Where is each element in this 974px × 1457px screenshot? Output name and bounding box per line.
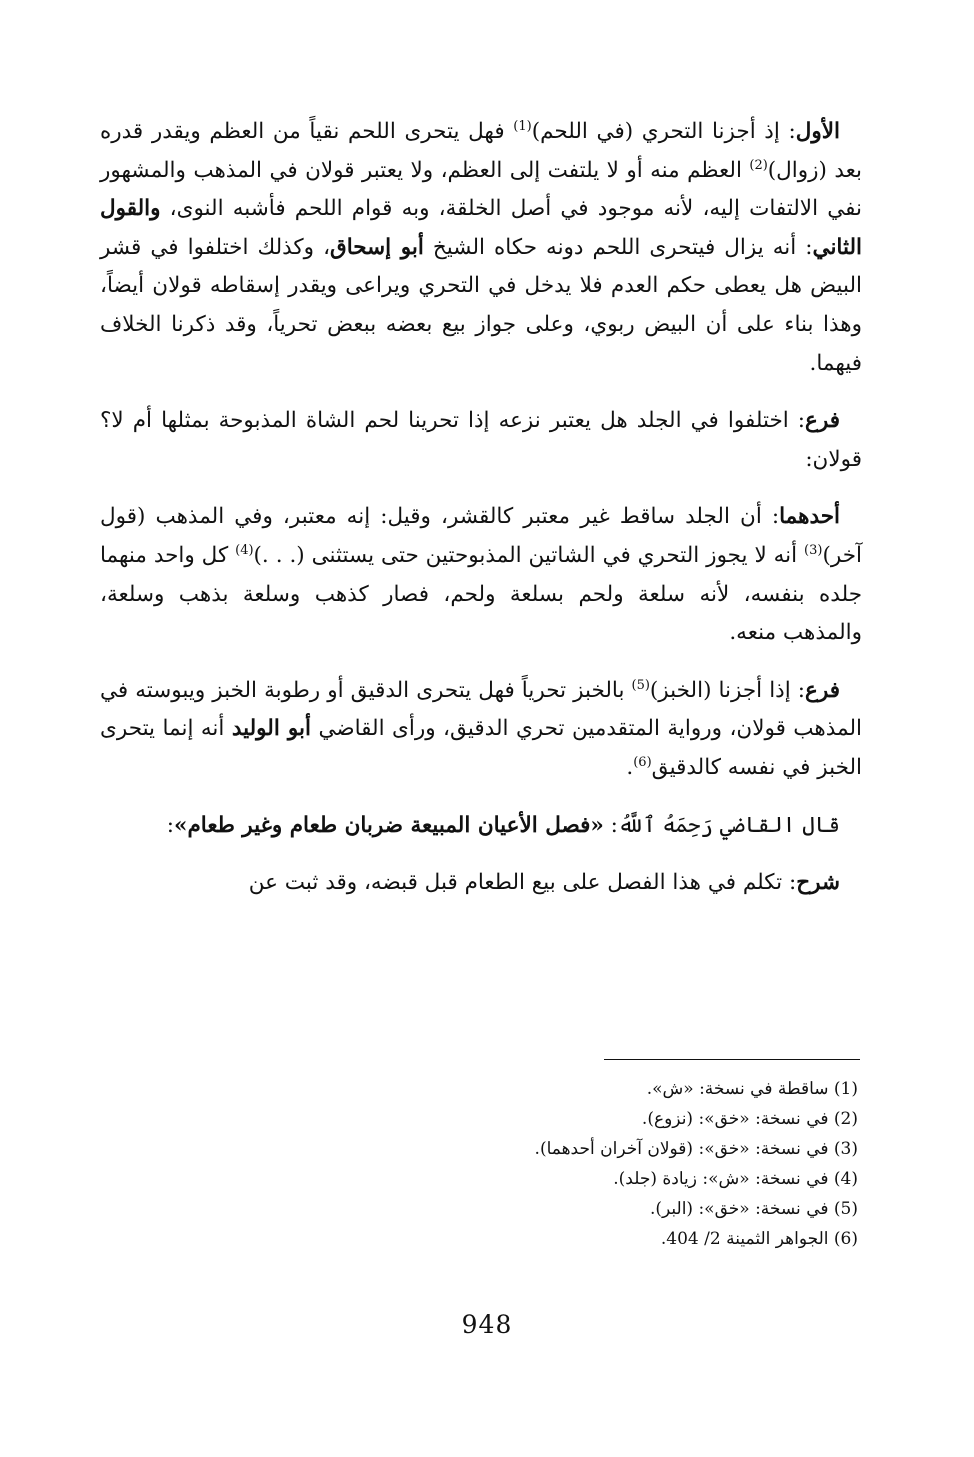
footnote-ref-4[interactable]: (4) xyxy=(235,542,254,558)
footnote-3: (3) في نسخة: «خق»: (قولان آخران أحدهما). xyxy=(534,1139,858,1159)
footnote-2: (2) في نسخة: «خق»: (نزوع). xyxy=(641,1109,858,1129)
term-branch: فرع xyxy=(805,677,841,703)
footnote-5: (5) في نسخة: «خق»: (البر). xyxy=(649,1199,858,1219)
footnote-separator xyxy=(604,1059,860,1060)
paragraph-judge-quote: قال القاضي رَحِمَهُ ٱللَّهُ: «فصل الأعيان المبيعة ضربان طعام وغير طعام»: xyxy=(166,812,840,838)
footnote-ref-5[interactable]: (5) xyxy=(631,677,650,693)
name-abu-al-walid: أبو الوليد xyxy=(231,716,311,742)
footnotes-list xyxy=(100,1074,862,1254)
footnote-ref-1[interactable]: (1) xyxy=(513,118,532,134)
footnote-ref-2[interactable]: (2) xyxy=(749,157,768,173)
paragraph-commentary: شرح: تكلم في هذا الفصل على بيع الطعام قبل قبضه، وقد ثبت عن xyxy=(248,870,840,896)
page-number: 948 xyxy=(461,1310,513,1339)
term-first: الأول xyxy=(795,119,840,144)
term-branch: فرع xyxy=(805,408,840,434)
footnote-4: (4) في نسخة: «ش»: زيادة (جلد). xyxy=(613,1169,858,1189)
main-text xyxy=(100,113,862,922)
footnote-ref-6[interactable]: (6) xyxy=(633,754,652,770)
footnote-6: (6) الجواهر الثمينة 2/ 404. xyxy=(660,1229,858,1249)
paragraph-branch-bread: فرع: إذا أجزنا (الخبز)$^{(5)}$ بالخبز تحرياً فهل يتحرى الدقيق أو رطوبة الخبز ويبوسته في المذهب قولان، ورواية المتقدمين تحري الدقيق، ورأى القاضي أبو الوليد أنه إنما يتحرى الخبز في نفسه كالدقيق$^{(6)}$. xyxy=(100,677,862,780)
quoted-section-heading: «فصل الأعيان المبيعة ضربان طعام وغير طعام» xyxy=(174,812,604,838)
footnote-ref-3[interactable]: (3) xyxy=(804,542,823,558)
name-abu-ishaq: أبو إسحاق xyxy=(330,234,424,260)
paragraph-branch-skin: فرع: اختلفوا في الجلد هل يعتبر نزعه إذا تحرينا لحم الشاة المذبوحة بمثلها أم لا؟ قولان: xyxy=(100,408,862,472)
footnote-1: (1) ساقطة في نسخة: «ش». xyxy=(646,1079,858,1099)
term-second-opinion: والقول الثاني xyxy=(100,196,862,260)
paragraph-first-opinion: الأول: إذ أجزنا التحري (في اللحم)$^{(1)}$ فهل يتحرى اللحم نقياً من العظم ويقدر قدره بعد (زوال)$^{(2)}$ العظم منه أو لا يلتفت إلى العظم، ولا يعتبر قولان في المذهب والمشهور نفي الالتفات إليه، لأنه موجود في أصل الخلقة، وبه قوام اللحم فأشبه النوى، والقول الثاني: أنه يزال فيتحرى اللحم دونه حكاه الشيخ أبو إسحاق، وكذلك اختلفوا في قشر البيض هل يعطى حكم العدم فلا يدخل في التحري ويراعى ويقدر إسقاطه قولان أيضاً، وهذا بناء على أن البيض ربوي، وعلى جواز بيع بعضه ببعض تحرياً، وقد ذكرنا الخلاف فيهما. xyxy=(100,118,862,376)
term-commentary: شرح xyxy=(796,870,840,896)
paragraph-one-of-them: أحدهما: أن الجلد ساقط غير معتبر كالقشر، وقيل: إنه معتبر، وفي المذهب (قول آخر)$^{(3)}$ أنه لا يجوز التحري في الشاتين المذبوحتين حتى يستثنى (. . .)$^{(4)}$ كل واحد منهما جلده بنفسه، لأنه سلعة ولحم بسلعة ولحم، فصار كذهب وسلعة بذهب وسلعة، والمذهب منعه. xyxy=(100,504,862,646)
term-one-of-them: أحدهما xyxy=(779,504,840,530)
